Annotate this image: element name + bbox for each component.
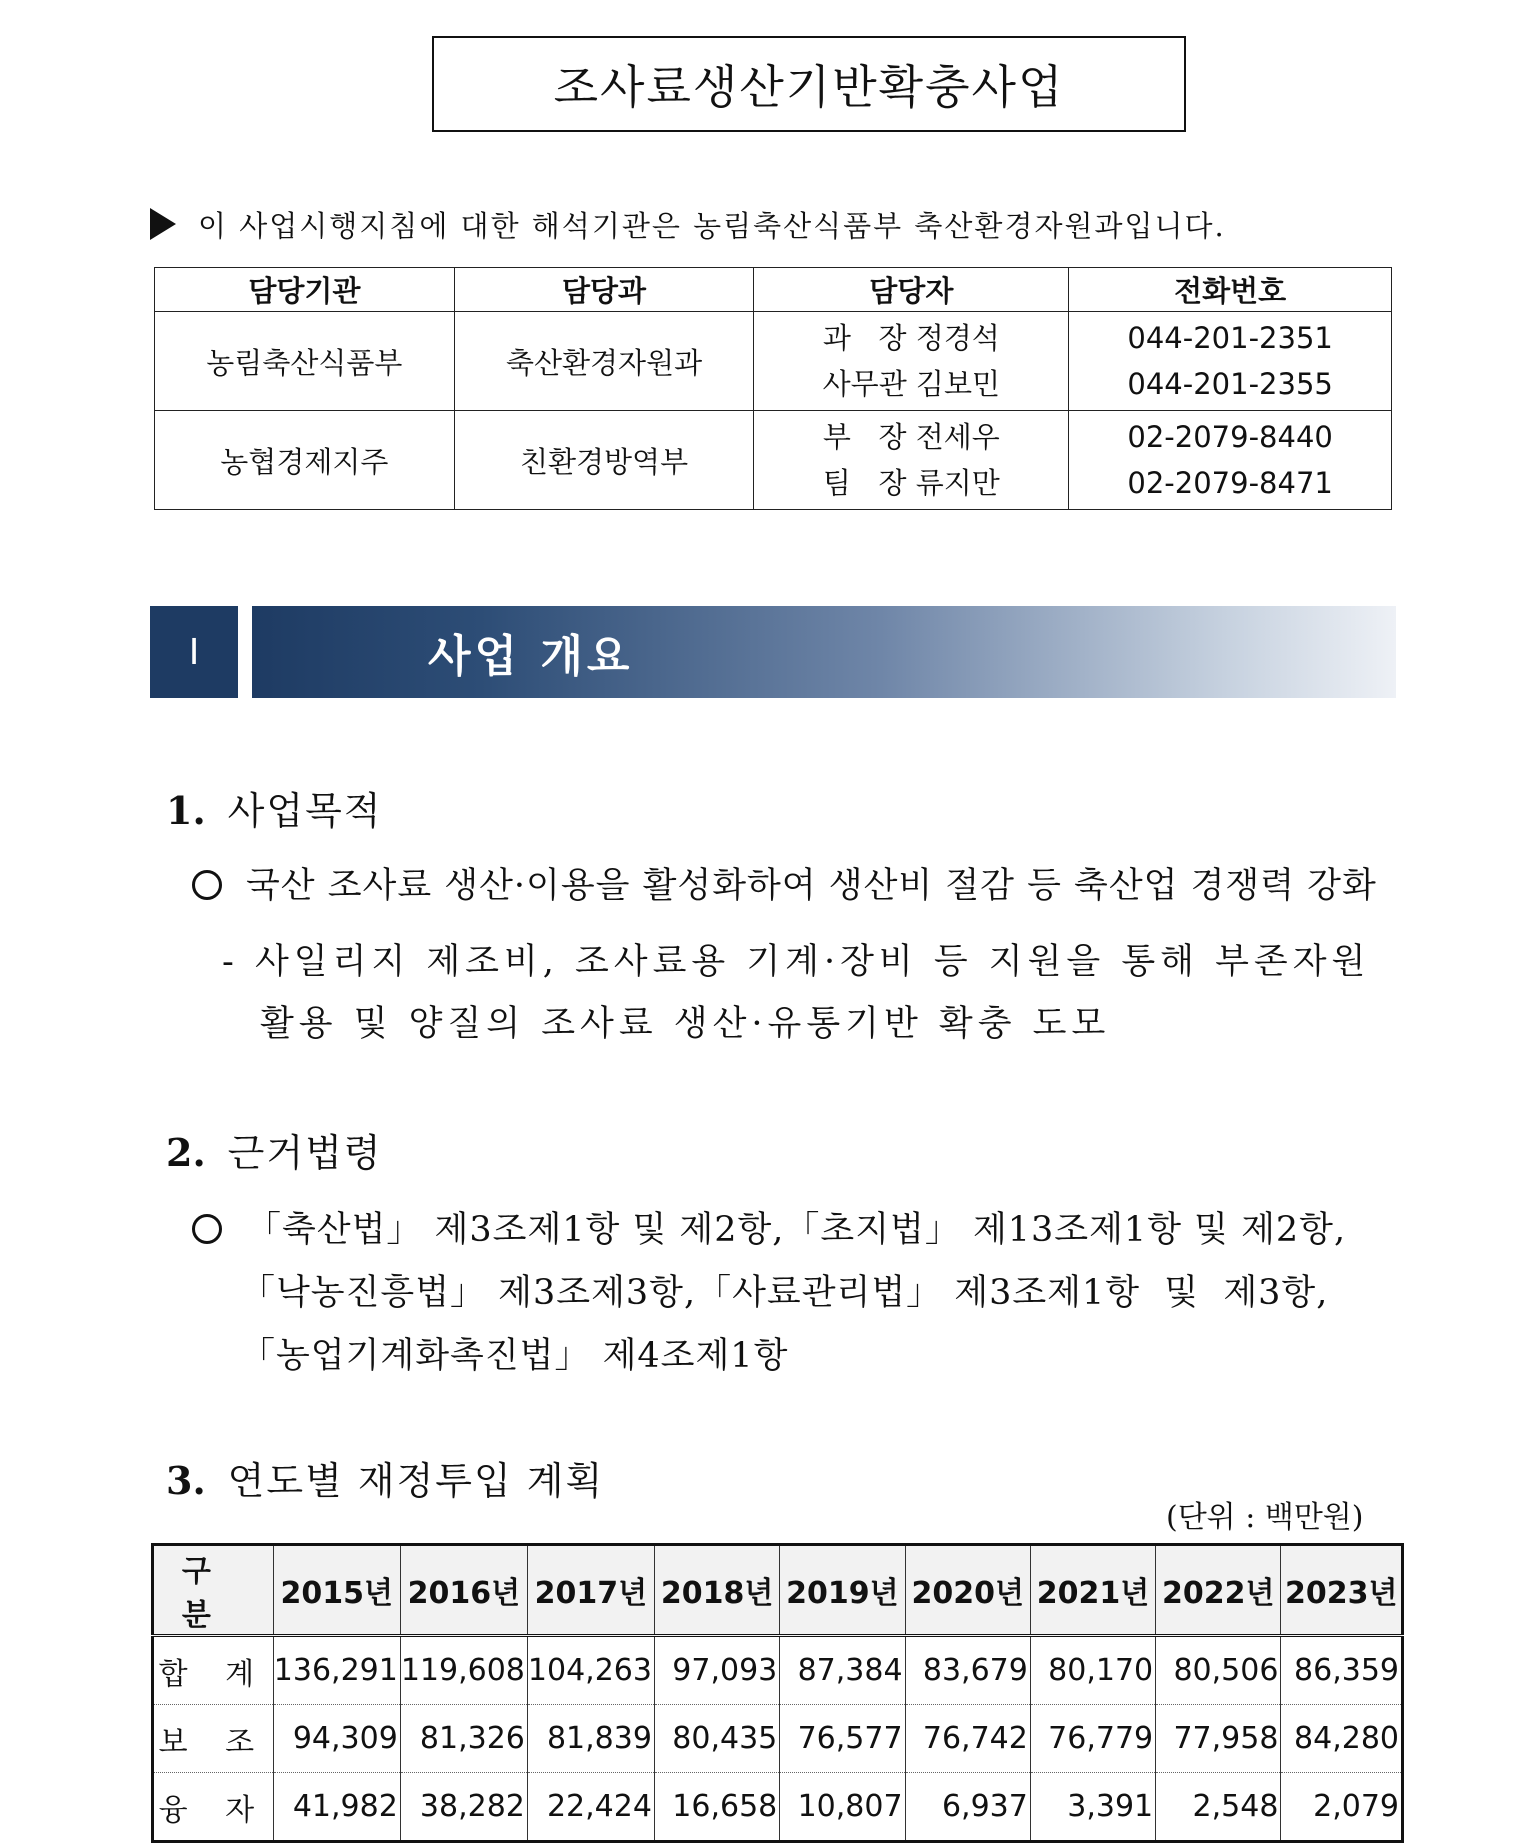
notice-text: 이 사업시행지침에 대한 해석기관은 농림축산식품부 축산환경자원과입니다. (198, 208, 1226, 243)
header-year: 2023년 (1281, 1545, 1403, 1636)
subsection-number: 1. (166, 788, 206, 833)
document-title: 조사료생산기반확충사업 (432, 36, 1186, 132)
budget-row-loan (153, 1773, 1403, 1842)
person-name: 사무관 김보민 (822, 367, 1000, 401)
unit-label: (단위 : 백만원) (1166, 1500, 1364, 1535)
value-cell: 119,608 (400, 1636, 527, 1705)
person-cell (754, 312, 1069, 411)
phone-number: 02-2079-8471 (1127, 466, 1333, 500)
bullet-text: 국산 조사료 생산·이용을 활성화하여 생산비 절감 등 축산업 경쟁력 강화 (246, 866, 1377, 906)
value-cell: 2,079 (1281, 1773, 1403, 1842)
value-cell: 80,506 (1156, 1636, 1281, 1705)
value-cell: 97,093 (654, 1636, 779, 1705)
value-cell: 87,384 (780, 1636, 905, 1705)
section-number: Ⅰ (150, 606, 238, 698)
value-cell: 10,807 (780, 1773, 905, 1842)
circle-bullet-icon (192, 1214, 222, 1244)
header-phone: 전화번호 (1069, 268, 1392, 312)
value-cell: 76,577 (780, 1705, 905, 1773)
value-cell: 83,679 (905, 1636, 1030, 1705)
value-cell: 77,958 (1156, 1705, 1281, 1773)
agency-cell: 농협경제지주 (155, 411, 455, 510)
header-year: 2022년 (1156, 1545, 1281, 1636)
value-cell: 3,391 (1030, 1773, 1155, 1842)
subsection-number: 3. (166, 1458, 206, 1503)
header-year: 2019년 (780, 1545, 905, 1636)
triangle-bullet-icon (150, 208, 176, 240)
agency-cell: 농림축산식품부 (155, 312, 455, 411)
header-year: 2018년 (654, 1545, 779, 1636)
dept-cell: 축산환경자원과 (454, 312, 754, 411)
phone-number: 044-201-2351 (1127, 321, 1333, 355)
purpose-sub-line: 활용 및 양질의 조사료 생산·유통기반 확충 도모 (260, 1004, 1111, 1044)
legal-line (192, 1202, 1346, 1252)
value-cell: 84,280 (1281, 1705, 1403, 1773)
subsection-title: 연도별 재정투입 계획 (227, 1459, 605, 1503)
value-cell: 22,424 (527, 1773, 654, 1842)
phone-number: 02-2079-8440 (1127, 420, 1333, 454)
section-title: 사업 개요 (428, 631, 634, 682)
contact-row (155, 312, 1392, 411)
section-gradient-banner (252, 606, 1396, 698)
purpose-bullet (192, 858, 1377, 908)
value-cell: 81,839 (527, 1705, 654, 1773)
value-cell: 80,435 (654, 1705, 779, 1773)
header-year: 2017년 (527, 1545, 654, 1636)
dept-cell: 친환경방역부 (454, 411, 754, 510)
phone-cell (1069, 411, 1392, 510)
circle-bullet-icon (192, 870, 222, 900)
budget-row-subsidy (153, 1705, 1403, 1773)
phone-cell (1069, 312, 1392, 411)
row-label: 융 자 (153, 1773, 274, 1842)
header-agency: 담당기관 (155, 268, 455, 312)
subsection-title: 사업목적 (227, 789, 383, 833)
legal-line: 「농업기계화촉진법」 제4조제1항 (240, 1336, 789, 1376)
person-name: 팀 장 류지만 (822, 466, 1000, 500)
subsection-title: 근거법령 (227, 1131, 383, 1175)
header-dept: 담당과 (454, 268, 754, 312)
budget-header-row (153, 1545, 1403, 1636)
value-cell: 76,742 (905, 1705, 1030, 1773)
header-person: 담당자 (754, 268, 1069, 312)
value-cell: 6,937 (905, 1773, 1030, 1842)
contact-table (154, 267, 1392, 510)
value-cell: 94,309 (273, 1705, 400, 1773)
value-cell: 16,658 (654, 1773, 779, 1842)
subsection-heading-budget (166, 1450, 604, 1505)
row-label: 합 계 (153, 1636, 274, 1705)
value-cell: 76,779 (1030, 1705, 1155, 1773)
purpose-sub-line: - 사일리지 제조비, 조사료용 기계·장비 등 지원을 통해 부존자원 (222, 942, 1371, 982)
value-cell: 2,548 (1156, 1773, 1281, 1842)
header-year: 2021년 (1030, 1545, 1155, 1636)
subsection-heading-legal (166, 1122, 383, 1177)
budget-row-total (153, 1636, 1403, 1705)
legal-text: 「축산법」 제3조제1항 및 제2항,「초지법」 제13조제1항 및 제2항, (246, 1210, 1347, 1250)
phone-number: 044-201-2355 (1127, 367, 1333, 401)
legal-line: 「낙농진흥법」 제3조제3항,「사료관리법」 제3조제1항 및 제3항, (240, 1273, 1329, 1313)
contact-row (155, 411, 1392, 510)
value-cell: 80,170 (1030, 1636, 1155, 1705)
person-name: 부 장 전세우 (822, 420, 1000, 454)
section-header-bar (150, 606, 1396, 698)
notice-line (150, 202, 1226, 246)
subsection-number: 2. (166, 1130, 206, 1175)
value-cell: 38,282 (400, 1773, 527, 1842)
header-year: 2020년 (905, 1545, 1030, 1636)
person-name: 과 장 정경석 (822, 321, 1000, 355)
row-label: 보 조 (153, 1705, 274, 1773)
value-cell: 41,982 (273, 1773, 400, 1842)
subsection-heading-purpose (166, 780, 383, 835)
person-cell (754, 411, 1069, 510)
budget-table (151, 1543, 1404, 1843)
header-category: 구 분 (153, 1545, 274, 1636)
value-cell: 81,326 (400, 1705, 527, 1773)
value-cell: 104,263 (527, 1636, 654, 1705)
header-year: 2016년 (400, 1545, 527, 1636)
header-year: 2015년 (273, 1545, 400, 1636)
value-cell: 136,291 (273, 1636, 400, 1705)
contact-header-row (155, 268, 1392, 312)
value-cell: 86,359 (1281, 1636, 1403, 1705)
